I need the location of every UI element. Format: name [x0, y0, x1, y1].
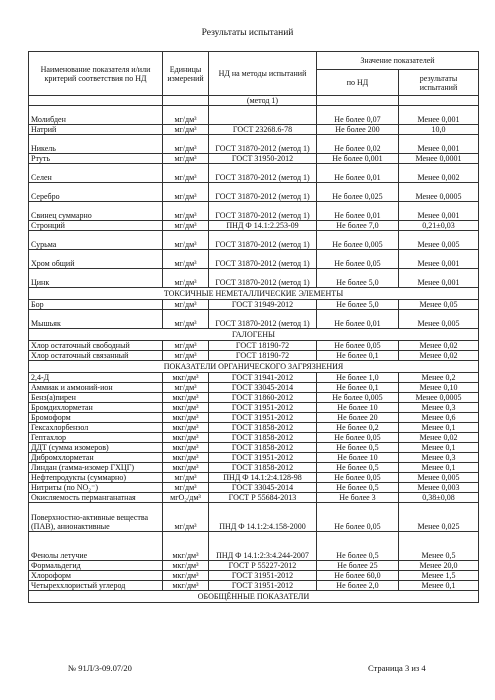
results-table: [28, 51, 479, 603]
cell-name: Ртуть: [29, 154, 163, 164]
section-label: ТОКСИЧНЫЕ НЕМЕТАЛЛИЧЕСКИЕ ЭЛЕМЕНТЫ: [29, 288, 479, 300]
cell-result: Менее 0,5: [399, 532, 479, 561]
cell-by-nd: Не более 0,1: [317, 351, 399, 361]
cell-method: ПНД Ф 14.1:2:4.128-98: [209, 473, 317, 483]
cell-method: ГОСТ 31950-2012: [209, 154, 317, 164]
cell-result: Менее 0,005: [399, 231, 479, 250]
cell-name: Нитриты (по NO₂⁻): [29, 483, 163, 493]
cell-result: Менее 0,025: [399, 503, 479, 532]
cell-result: Менее 0,3: [399, 453, 479, 463]
table-row: [29, 383, 479, 393]
cell-method: ГОСТ 31860-2012: [209, 393, 317, 403]
cell-result: Менее 0,001: [399, 269, 479, 288]
cell-method: ГОСТ 31858-2012: [209, 443, 317, 453]
cell-unit: мкг/дм³: [163, 393, 209, 403]
cell-result: Менее 0,0005: [399, 393, 479, 403]
cell-by-nd: Не более 0,5: [317, 443, 399, 453]
cell-method: ГОСТ Р 55227-2012: [209, 561, 317, 571]
cell-name: Хлороформ: [29, 571, 163, 581]
cell-method: ГОСТ 31858-2012: [209, 433, 317, 443]
table-row: [29, 183, 479, 202]
header-by-nd: по НД: [317, 70, 399, 96]
cell-by-nd: Не более 0,5: [317, 532, 399, 561]
cell-method: ГОСТ 31951-2012: [209, 403, 317, 413]
cell-result: Менее 0,001: [399, 250, 479, 269]
cell-by-nd: [317, 96, 399, 106]
cell-by-nd: Не более 0,5: [317, 483, 399, 493]
cell-method: ГОСТ 31870-2012 (метод 1): [209, 135, 317, 154]
table-row: [29, 221, 479, 231]
cell-method: ГОСТ 31870-2012 (метод 1): [209, 310, 317, 329]
cell-name: 2,4-Д: [29, 373, 163, 383]
cell-method: ГОСТ Р 55684-2013: [209, 493, 317, 503]
cell-name: Фенолы летучие: [29, 532, 163, 561]
cell-unit: мг/дм³: [163, 351, 209, 361]
cell-result: Менее 0,0005: [399, 183, 479, 202]
cell-name: Свинец суммарно: [29, 202, 163, 221]
cell-unit: мкг/дм³: [163, 403, 209, 413]
cell-method: ГОСТ 23268.6-78: [209, 125, 317, 135]
cell-unit: мкг/дм³: [163, 413, 209, 423]
table-row: [29, 250, 479, 269]
cell-method: ГОСТ 31870-2012 (метод 1): [209, 202, 317, 221]
cell-by-nd: Не более 0,05: [317, 341, 399, 351]
table-row: [29, 423, 479, 433]
cell-by-nd: Не более 0,001: [317, 154, 399, 164]
cell-unit: мкг/дм³: [163, 453, 209, 463]
cell-method: ГОСТ 31870-2012 (метод 1): [209, 164, 317, 183]
cell-result: Менее 0,1: [399, 423, 479, 433]
cell-method: ГОСТ 31941-2012: [209, 373, 317, 383]
cell-name: Серебро: [29, 183, 163, 202]
cell-unit: мг/дм³: [163, 221, 209, 231]
cell-result: Менее 20,0: [399, 561, 479, 571]
cell-name: Линдан (гамма-изомер ГХЦГ): [29, 463, 163, 473]
table-row: [29, 135, 479, 154]
cell-by-nd: Не более 0,005: [317, 231, 399, 250]
cell-name: Хлор остаточный связанный: [29, 351, 163, 361]
cell-result: Менее 0,02: [399, 433, 479, 443]
cell-name: Бромдихлорметан: [29, 403, 163, 413]
cell-method: ГОСТ 31951-2012: [209, 581, 317, 591]
cell-unit: [163, 96, 209, 106]
cell-by-nd: Не более 0,1: [317, 383, 399, 393]
cell-method: [209, 106, 317, 125]
cell-result: Менее 1,5: [399, 571, 479, 581]
cell-unit: мг/дм³: [163, 231, 209, 250]
cell-name: ДДТ (сумма изомеров): [29, 443, 163, 453]
cell-name: Четыреххлористый углерод: [29, 581, 163, 591]
cell-method: ГОСТ 31858-2012: [209, 423, 317, 433]
cell-result: Менее 0,005: [399, 473, 479, 483]
cell-by-nd: Не более 0,01: [317, 310, 399, 329]
cell-method: (метод 1): [209, 96, 317, 106]
cell-result: Менее 0,2: [399, 373, 479, 383]
cell-unit: мкг/дм³: [163, 571, 209, 581]
cell-by-nd: Не более 0,2: [317, 423, 399, 433]
cell-unit: мкг/дм³: [163, 463, 209, 473]
section-label: ГАЛОГЕНЫ: [29, 329, 479, 341]
cell-name: Поверхностно-активные вещества (ПАВ), анионактивные: [29, 503, 163, 532]
cell-name: Хром общий: [29, 250, 163, 269]
cell-unit: мг/дм³: [163, 483, 209, 493]
cell-unit: мкг/дм³: [163, 443, 209, 453]
cell-by-nd: Не более 0,05: [317, 473, 399, 483]
cell-unit: мг/дм³: [163, 250, 209, 269]
table-row: [29, 300, 479, 310]
cell-by-nd: Не более 25: [317, 561, 399, 571]
table-row: [29, 231, 479, 250]
page-number: Страница 3 из 4: [368, 663, 426, 673]
cell-method: ГОСТ 18190-72: [209, 341, 317, 351]
cell-name: Нефтепродукты (суммарно): [29, 473, 163, 483]
cell-unit: мг/дм³: [163, 135, 209, 154]
table-row: [29, 493, 479, 503]
cell-method: ГОСТ 33045-2014: [209, 483, 317, 493]
cell-unit: мкг/дм³: [163, 581, 209, 591]
cell-by-nd: Не более 1,0: [317, 373, 399, 383]
table-row: [29, 581, 479, 591]
cell-unit: мкг/дм³: [163, 532, 209, 561]
table-row: [29, 341, 479, 351]
cell-by-nd: Не более 0,02: [317, 135, 399, 154]
cell-unit: мг/дм³: [163, 383, 209, 393]
document-number: № 91Л/3-09.07/20: [68, 663, 132, 673]
header-units: Единицы измерений: [163, 52, 209, 96]
cell-name: Стронций: [29, 221, 163, 231]
cell-result: Менее 0,0001: [399, 154, 479, 164]
cell-by-nd: Не более 0,01: [317, 202, 399, 221]
cell-result: Менее 0,1: [399, 463, 479, 473]
table-row: [29, 106, 479, 125]
cell-method: ПНД Ф 14.1:2.253-09: [209, 221, 317, 231]
table-row: [29, 351, 479, 361]
cell-unit: мг/дм³: [163, 106, 209, 125]
cell-by-nd: Не более 3: [317, 493, 399, 503]
cell-unit: мгО₂/дм³: [163, 493, 209, 503]
header-value: Значение показателей: [317, 52, 479, 70]
table-row: [29, 571, 479, 581]
cell-method: ГОСТ 18190-72: [209, 351, 317, 361]
cell-method: ГОСТ 33045-2014: [209, 383, 317, 393]
cell-result: [399, 96, 479, 106]
table-row: [29, 483, 479, 493]
cell-name: Аммиак и аммоний-ион: [29, 383, 163, 393]
cell-method: ГОСТ 31951-2012: [209, 413, 317, 423]
table-row: [29, 373, 479, 383]
cell-name: Натрий: [29, 125, 163, 135]
cell-result: Менее 0,02: [399, 341, 479, 351]
cell-method: ГОСТ 31870-2012 (метод 1): [209, 183, 317, 202]
section-label: ОБОБЩЁННЫЕ ПОКАЗАТЕЛИ: [29, 591, 479, 603]
cell-result: Менее 0,002: [399, 164, 479, 183]
cell-by-nd: Не более 10: [317, 453, 399, 463]
cell-by-nd: Не более 0,07: [317, 106, 399, 125]
cell-result: Менее 0,001: [399, 106, 479, 125]
table-row: [29, 164, 479, 183]
cell-by-nd: Не более 0,05: [317, 250, 399, 269]
table-row: [29, 532, 479, 561]
table-row: [29, 269, 479, 288]
table-row: [29, 154, 479, 164]
cell-by-nd: Не более 20: [317, 413, 399, 423]
table-row: [29, 413, 479, 423]
section-row: [29, 329, 479, 341]
table-row: [29, 433, 479, 443]
table-row: [29, 503, 479, 532]
cell-by-nd: Не более 0,025: [317, 183, 399, 202]
cell-by-nd: Не более 200: [317, 125, 399, 135]
cell-unit: мг/дм³: [163, 183, 209, 202]
table-row: [29, 443, 479, 453]
cell-name: Гептахлор: [29, 433, 163, 443]
cell-result: Менее 0,02: [399, 351, 479, 361]
cell-unit: мкг/дм³: [163, 433, 209, 443]
cell-name: Окисляемость перманганатная: [29, 493, 163, 503]
cell-unit: мг/дм³: [163, 310, 209, 329]
cell-by-nd: Не более 2,0: [317, 581, 399, 591]
cell-unit: мг/дм³: [163, 202, 209, 221]
section-row: [29, 361, 479, 373]
cell-name: Гексахлорбензол: [29, 423, 163, 433]
section-row: [29, 288, 479, 300]
cell-result: 10,0: [399, 125, 479, 135]
cell-unit: мг/дм³: [163, 164, 209, 183]
cell-method: ГОСТ 31951-2012: [209, 453, 317, 463]
cell-result: Менее 0,10: [399, 383, 479, 393]
table-row: [29, 403, 479, 413]
table-row: [29, 202, 479, 221]
section-row: [29, 591, 479, 603]
cell-unit: мг/дм³: [163, 473, 209, 483]
header-method: НД на методы испытаний: [209, 52, 317, 96]
cell-name: Бор: [29, 300, 163, 310]
cell-method: ГОСТ 31870-2012 (метод 1): [209, 269, 317, 288]
table-row: [29, 393, 479, 403]
cell-by-nd: Не более 0,005: [317, 393, 399, 403]
cell-by-nd: Не более 60,0: [317, 571, 399, 581]
table-row: [29, 463, 479, 473]
table-row: [29, 561, 479, 571]
cell-unit: мг/дм³: [163, 341, 209, 351]
cell-name: Формальдегид: [29, 561, 163, 571]
cell-method: ГОСТ 31951-2012: [209, 571, 317, 581]
cell-method: ГОСТ 31870-2012 (метод 1): [209, 231, 317, 250]
cell-method: ГОСТ 31949-2012: [209, 300, 317, 310]
cell-by-nd: Не более 5,0: [317, 300, 399, 310]
cell-by-nd: Не более 0,01: [317, 164, 399, 183]
cell-by-nd: Не более 10: [317, 403, 399, 413]
cell-result: Менее 0,003: [399, 483, 479, 493]
cell-by-nd: Не более 5,0: [317, 269, 399, 288]
cell-name: Хлор остаточный свободный: [29, 341, 163, 351]
table-row: [29, 96, 479, 106]
cell-result: 0,38±0,08: [399, 493, 479, 503]
cell-name: Дибромхлорметан: [29, 453, 163, 463]
cell-name: Селен: [29, 164, 163, 183]
cell-unit: мг/дм³: [163, 300, 209, 310]
cell-unit: мг/дм³: [163, 269, 209, 288]
cell-name: Сурьма: [29, 231, 163, 250]
cell-by-nd: Не более 0,05: [317, 433, 399, 443]
cell-result: Менее 0,1: [399, 581, 479, 591]
cell-result: Менее 0,001: [399, 202, 479, 221]
table-row: [29, 453, 479, 463]
cell-unit: мкг/дм³: [163, 423, 209, 433]
cell-result: Менее 0,1: [399, 443, 479, 453]
section-label: ПОКАЗАТЕЛИ ОРГАНИЧЕСКОГО ЗАГРЯЗНЕНИЯ: [29, 361, 479, 373]
cell-name: [29, 96, 163, 106]
table-row: [29, 473, 479, 483]
cell-result: Менее 0,001: [399, 135, 479, 154]
cell-method: ПНД Ф 14.1:2:3:4.244-2007: [209, 532, 317, 561]
cell-name: Цинк: [29, 269, 163, 288]
cell-name: Бромоформ: [29, 413, 163, 423]
cell-result: 0,21±0,03: [399, 221, 479, 231]
header-name: Наименование показателя и/или критерий соответствия по НД: [29, 52, 163, 96]
page-title: Результаты испытаний: [201, 28, 294, 38]
cell-unit: мг/дм³: [163, 125, 209, 135]
cell-name: Никель: [29, 135, 163, 154]
cell-by-nd: Не более 0,05: [317, 503, 399, 532]
header-results: результаты испытаний: [399, 70, 479, 96]
cell-name: Бенз(а)пирен: [29, 393, 163, 403]
cell-unit: мкг/дм³: [163, 373, 209, 383]
table-body: [29, 96, 479, 603]
cell-method: ГОСТ 31870-2012 (метод 1): [209, 250, 317, 269]
cell-by-nd: Не более 7,0: [317, 221, 399, 231]
cell-result: Менее 0,6: [399, 413, 479, 423]
cell-method: ПНД Ф 14.1:2:4.158-2000: [209, 503, 317, 532]
cell-by-nd: Не более 0,5: [317, 463, 399, 473]
table-row: [29, 125, 479, 135]
cell-unit: мг/дм³: [163, 154, 209, 164]
cell-result: Менее 0,05: [399, 300, 479, 310]
cell-name: Мышьяк: [29, 310, 163, 329]
cell-unit: мг/дм³: [163, 503, 209, 532]
cell-name: Молибден: [29, 106, 163, 125]
cell-method: ГОСТ 31858-2012: [209, 463, 317, 473]
cell-result: Менее 0,005: [399, 310, 479, 329]
cell-unit: мкг/дм³: [163, 561, 209, 571]
cell-result: Менее 0,3: [399, 403, 479, 413]
table-row: [29, 310, 479, 329]
